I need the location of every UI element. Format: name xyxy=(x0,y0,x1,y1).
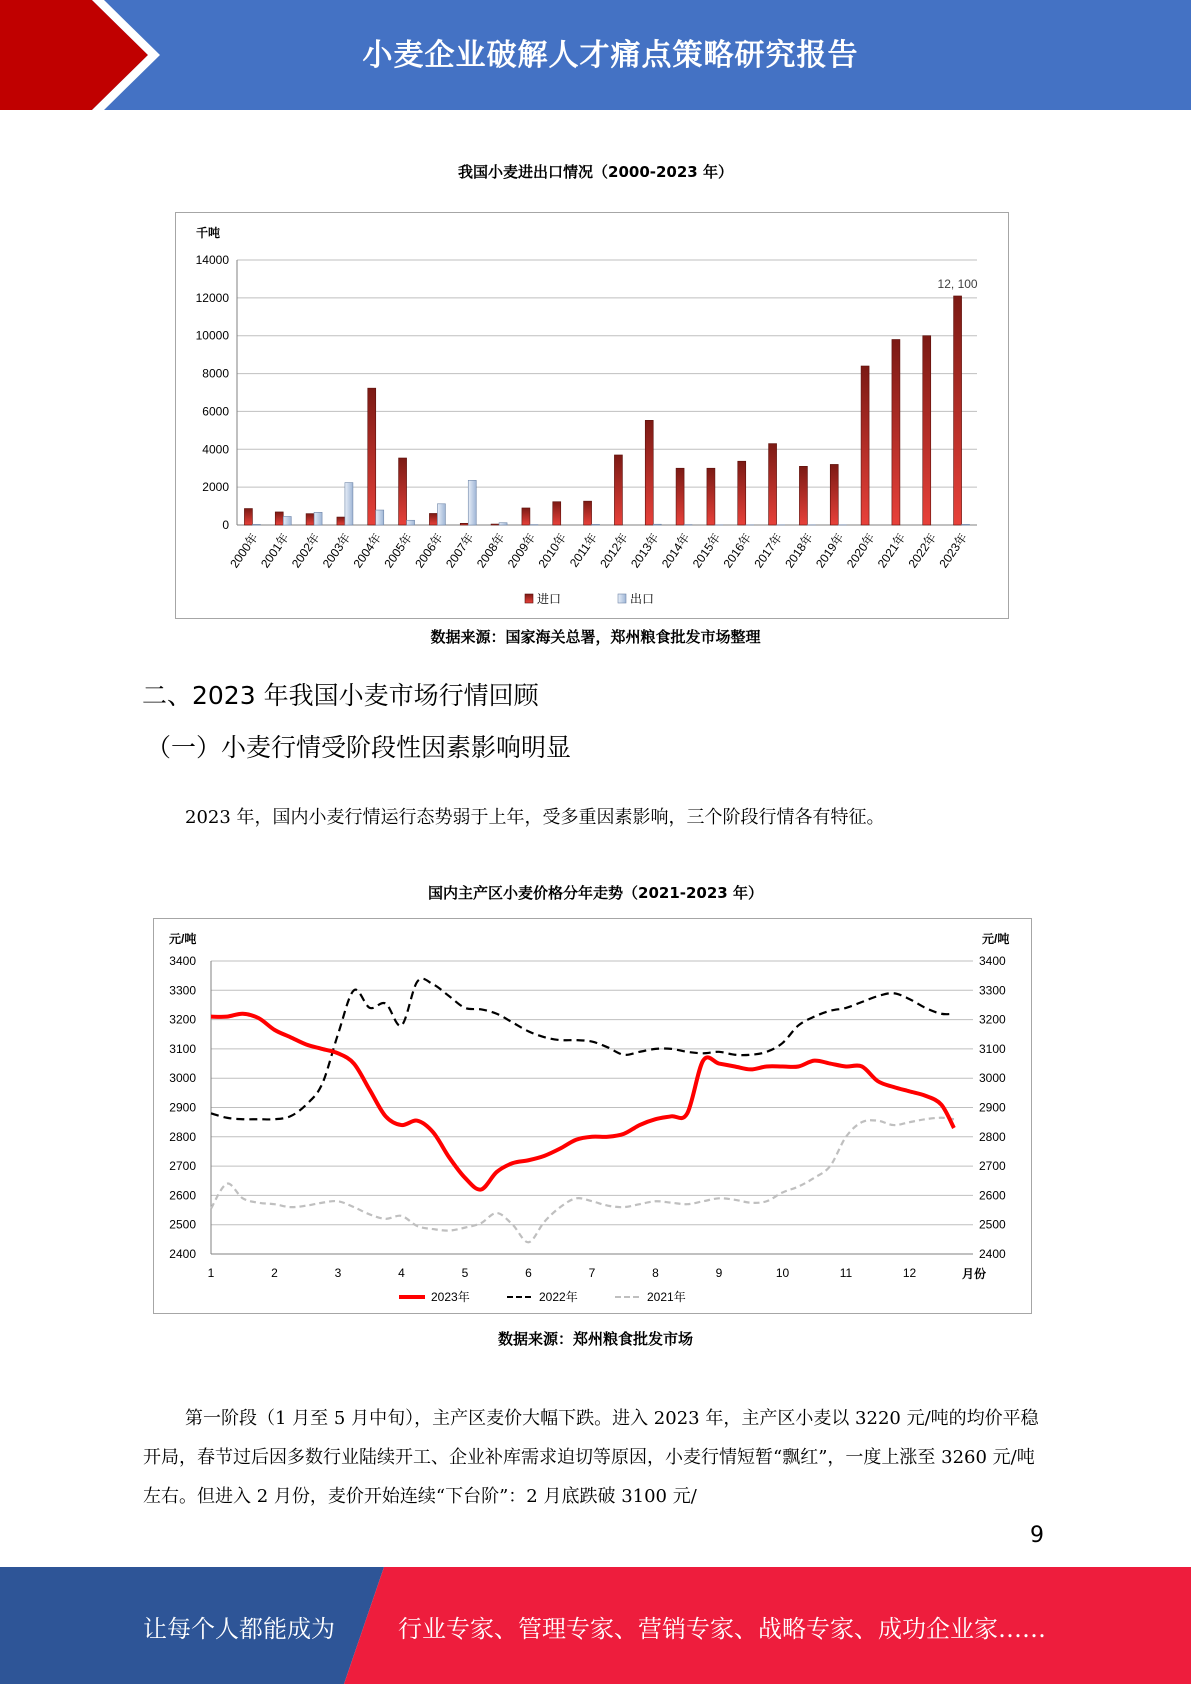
import-export-chart-svg xyxy=(176,213,1008,618)
bar-import xyxy=(553,502,561,525)
bar-import xyxy=(368,388,376,525)
legend-label-import: 进口 xyxy=(537,592,562,606)
y-tick-label: 12000 xyxy=(195,290,229,305)
bar-import xyxy=(460,523,468,525)
subsection-heading: （一）小麦行情受阶段性因素影响明显 xyxy=(146,733,572,762)
x-tick-label: 6 xyxy=(525,1266,532,1280)
chart1-source: 数据来源：国家海关总署，郑州粮食批发市场整理 xyxy=(430,628,761,646)
y-tick-label-left: 3400 xyxy=(169,954,196,968)
bar-import xyxy=(337,517,345,525)
x-tick-label: 2003年 xyxy=(319,530,354,571)
y-tick-label-left: 2700 xyxy=(169,1159,196,1174)
y-tick-label-left: 2400 xyxy=(169,1247,196,1261)
legend-label-2023年: 2023年 xyxy=(431,1290,470,1304)
x-tick-label: 2022年 xyxy=(905,530,940,571)
x-tick-label: 2018年 xyxy=(782,530,816,571)
bar-import xyxy=(769,444,777,525)
bar-import xyxy=(275,512,283,525)
bar-import xyxy=(923,336,931,525)
chart2-caption: 国内主产区小麦价格分年走势（2021-2023 年） xyxy=(428,884,763,902)
body-paragraph: 第一阶段（1 月至 5 月中旬），主产区麦价大幅下跌。进入 2023 年，主产区小麦以 3220 元/吨的均价平稳开局，春节过后因多数行业陆续开工、企业补库需求迫切等原因，小麦行情短暂“飘红”，一度上涨至 3260 元/吨左右。但进入 2 月份，麦价开始连续“下台阶”：2 月底跌破 3100 元/ xyxy=(143,1408,1039,1507)
y-tick-label: 4000 xyxy=(202,442,229,457)
legend-label-2021年: 2021年 xyxy=(647,1290,686,1304)
import-export-chart xyxy=(175,212,1009,619)
y-tick-label-right: 3300 xyxy=(979,983,1006,998)
y-axis-unit-left: 元/吨 xyxy=(169,932,197,946)
x-tick-label: 2013年 xyxy=(628,530,662,571)
y-tick-label-right: 2500 xyxy=(979,1217,1006,1232)
x-tick-label: 5 xyxy=(461,1266,469,1280)
bar-import xyxy=(244,509,252,525)
y-tick-label-left: 2900 xyxy=(169,1100,196,1115)
x-tick-label: 2 xyxy=(271,1266,278,1280)
y-tick-label-right: 2600 xyxy=(979,1188,1006,1203)
y-tick-label: 2000 xyxy=(202,480,229,495)
bar-import xyxy=(645,420,653,525)
y-axis-unit-label: 千吨 xyxy=(196,226,221,240)
bar-import xyxy=(892,340,900,526)
legend-swatch-export xyxy=(618,594,626,603)
x-tick-label: 2010年 xyxy=(535,530,570,571)
x-tick-label: 2012年 xyxy=(597,530,631,571)
x-tick-label: 2020年 xyxy=(843,530,878,571)
bar-import xyxy=(830,464,838,525)
y-tick-label-left: 3000 xyxy=(169,1071,196,1086)
x-tick-label: 9 xyxy=(715,1266,723,1280)
bar-export xyxy=(592,524,600,525)
y-tick-label-right: 2900 xyxy=(979,1100,1006,1115)
header-banner xyxy=(0,0,1191,110)
bar-import xyxy=(799,466,807,525)
y-tick-label-left: 3100 xyxy=(169,1041,196,1056)
bar-export xyxy=(407,520,415,525)
bar-export xyxy=(437,504,445,525)
chart1-caption: 我国小麦进出口情况（2000-2023 年） xyxy=(458,163,733,181)
y-tick-label: 6000 xyxy=(202,404,229,419)
y-tick-label: 8000 xyxy=(202,366,229,381)
x-tick-label: 7 xyxy=(588,1266,596,1280)
x-tick-label: 2011年 xyxy=(566,530,601,570)
page-number: 9 xyxy=(1030,1523,1044,1548)
x-tick-label: 2015年 xyxy=(689,530,724,571)
x-tick-label: 2006年 xyxy=(412,530,446,571)
y-tick-label-right: 3400 xyxy=(979,954,1006,968)
chart2-source: 数据来源：郑州粮食批发市场 xyxy=(497,1330,693,1348)
bar-import xyxy=(738,461,746,525)
y-tick-label: 10000 xyxy=(195,328,229,343)
bar-import xyxy=(954,296,962,525)
footer-slogan-right: 行业专家、管理专家、营销专家、战略专家、成功企业家…… xyxy=(398,1615,1046,1643)
legend-label-export: 出口 xyxy=(630,592,655,606)
bar-export xyxy=(962,524,970,525)
x-tick-label: 2019年 xyxy=(813,530,847,571)
x-tick-label: 2016年 xyxy=(720,530,755,571)
x-tick-label: 4 xyxy=(398,1266,405,1280)
x-tick-label: 3 xyxy=(334,1266,342,1280)
y-tick-label-left: 3200 xyxy=(169,1012,196,1027)
legend-label-2022年: 2022年 xyxy=(539,1290,578,1304)
x-tick-label: 2021年 xyxy=(874,530,909,571)
y-tick-label-left: 2800 xyxy=(169,1129,196,1144)
x-tick-label: 2000年 xyxy=(227,530,261,571)
x-tick-label: 2001年 xyxy=(258,530,292,571)
wheat-price-chart-svg xyxy=(154,919,1031,1313)
section-heading: 二、2023 年我国小麦市场行情回顾 xyxy=(142,681,539,710)
y-tick-label-right: 3000 xyxy=(979,1071,1006,1086)
bar-export xyxy=(468,480,476,525)
y-tick-label-right: 2800 xyxy=(979,1129,1006,1144)
bar-export xyxy=(252,524,260,525)
bar-import xyxy=(676,468,684,525)
y-axis-unit-right: 元/吨 xyxy=(982,932,1010,946)
wheat-price-chart xyxy=(153,918,1032,1314)
bar-import xyxy=(614,455,622,525)
legend-swatch-import xyxy=(525,594,533,603)
bar-import xyxy=(306,514,314,525)
x-tick-label: 2004年 xyxy=(350,530,385,571)
bar-export xyxy=(345,483,353,525)
bar-export xyxy=(376,510,384,525)
x-tick-label: 2023年 xyxy=(936,530,971,571)
x-tick-label: 2014年 xyxy=(658,530,693,571)
x-tick-label: 2017年 xyxy=(751,530,786,571)
x-tick-label: 2007年 xyxy=(443,530,477,571)
y-tick-label: 14000 xyxy=(195,253,229,267)
y-tick-label-right: 3200 xyxy=(979,1012,1006,1027)
y-tick-label-left: 3300 xyxy=(169,983,196,998)
report-title: 小麦企业破解人才痛点策略研究报告 xyxy=(362,38,859,73)
x-tick-label: 1 xyxy=(207,1266,215,1280)
bar-import xyxy=(584,501,592,525)
y-tick-label-right: 2400 xyxy=(979,1247,1006,1261)
x-tick-label: 2009年 xyxy=(504,530,539,571)
bar-import xyxy=(522,508,530,525)
y-tick-label-left: 2500 xyxy=(169,1217,196,1232)
x-tick-label: 2005年 xyxy=(381,530,416,571)
footer-banner xyxy=(0,1567,1191,1684)
bar-import xyxy=(429,513,437,525)
y-tick-label-right: 2700 xyxy=(979,1159,1006,1174)
y-tick-label: 0 xyxy=(222,518,229,532)
y-tick-label-left: 2600 xyxy=(169,1188,196,1203)
footer-slogan-left: 让每个人都能成为 xyxy=(143,1615,335,1643)
bar-import xyxy=(861,366,869,525)
bar-export xyxy=(653,524,661,525)
x-axis-label: 月份 xyxy=(962,1267,987,1281)
bar-import xyxy=(707,468,715,525)
x-tick-label: 8 xyxy=(652,1266,659,1280)
data-label-2023: 12, 100 xyxy=(937,276,978,291)
bar-import xyxy=(399,458,407,525)
x-tick-label: 11 xyxy=(839,1266,853,1280)
bar-export xyxy=(283,516,291,525)
x-tick-label: 2002年 xyxy=(288,530,323,571)
intro-paragraph: 2023 年，国内小麦行情运行态势弱于上年，受多重因素影响，三个阶段行情各有特征。 xyxy=(185,807,885,828)
bar-import xyxy=(491,524,499,525)
x-tick-label: 2008年 xyxy=(473,530,508,571)
bar-export xyxy=(314,512,322,525)
y-tick-label-right: 3100 xyxy=(979,1041,1006,1056)
bar-export xyxy=(499,523,507,525)
x-tick-label: 10 xyxy=(775,1266,790,1280)
x-tick-label: 12 xyxy=(902,1266,917,1280)
